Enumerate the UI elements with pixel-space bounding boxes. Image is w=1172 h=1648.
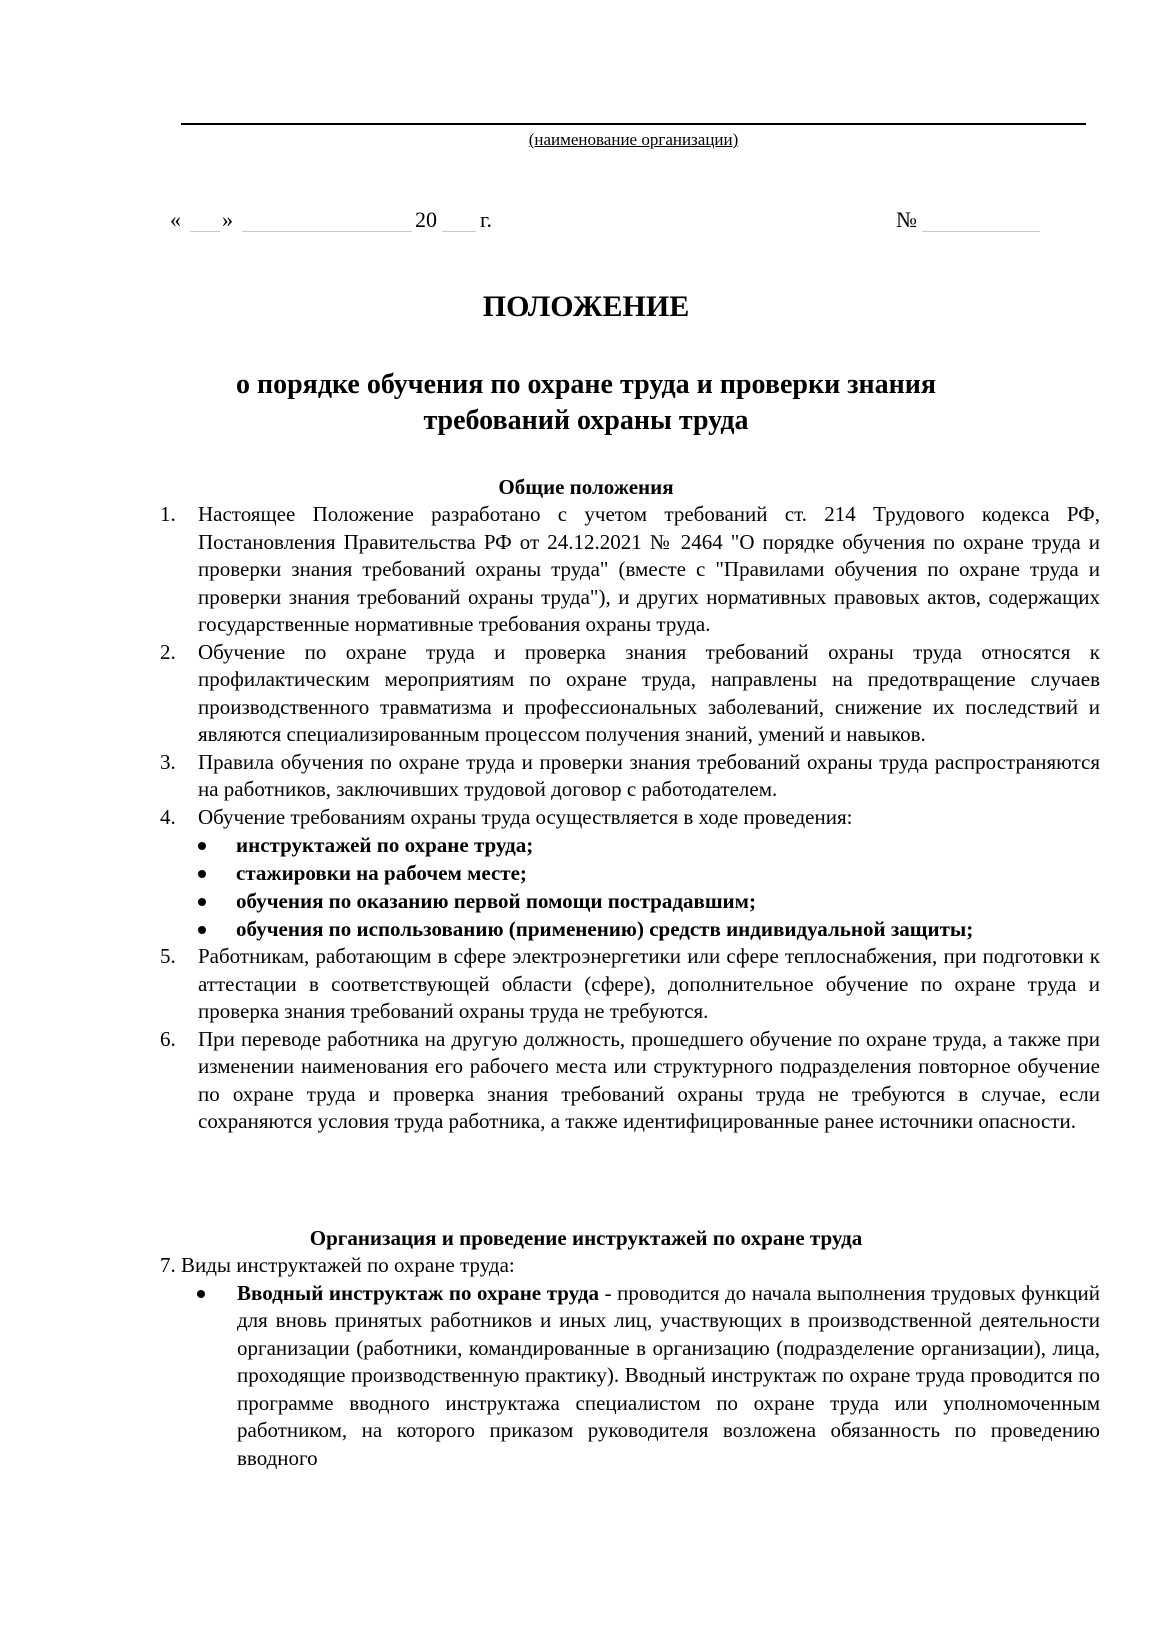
month-blank (242, 231, 412, 232)
year-prefix: 20 (415, 207, 437, 232)
number-sign: № (896, 207, 917, 232)
subtitle-line-1: о порядке обучения по охране труда и проверки знания (235, 369, 937, 400)
bullet-item (160, 1280, 1100, 1473)
bullet-icon (198, 842, 206, 850)
organization-name-line (181, 123, 1086, 125)
day-blank (190, 231, 220, 232)
item-text: Настоящее Положение разработано с учетом требований ст. 214 Трудового кодекса РФ, Постановления Правительства РФ от 24.12.2021 № 2464 "О порядке обучения по охране труда и проверки знания требований охраны труда" (вместе с "Правилами обучения по охране труда и проверки знания требований охраны труда"), и других нормативных правовых актов, содержащих государственные нормативные требования охраны труда. (198, 502, 1100, 636)
organization-caption: (наименование организации) (528, 130, 739, 149)
item-text: Работникам, работающим в сфере электроэнергетики или сфере теплоснабжения, при подготовки к аттестации в соответствующей области (сфере), дополнительное обучение по охране труда и проверка знания требований охраны труда не требуются. (198, 944, 1100, 1023)
date-number-row (170, 207, 1090, 237)
item-number: 2. (160, 639, 176, 664)
date-close-quote: » (222, 207, 233, 232)
bullet-text: - проводится до начала выполнения трудовых функций для вновь принятых работников и иных лиц, участвующих в производственной деятельности организации (работники, командированные в организацию (подразделение организации), лица, проходящие производственную практику). Вводный инструктаж по охране труда проводится по программе вводного инструктажа специалистом по охране труда или уполномоченным работником, на которого приказом руководителя возложена обязанность по проведению вводного (237, 1280, 1100, 1470)
list-item (160, 1026, 1100, 1136)
bullet-icon (198, 926, 206, 934)
item-text: Обучение требованиям охраны труда осуществляется в ходе проведения: (198, 804, 853, 829)
item-number: 4. (160, 804, 176, 829)
date-open-quote: « (170, 207, 181, 232)
bullet-text: инструктажей по охране труда; (236, 833, 534, 857)
item-text: Обучение по охране труда и проверка знания требований охраны труда относятся к профилактическим мероприятиям по охране труда, направлены на предотвращение случаев производственного травматизма и профессиональных заболеваний, снижение их последствий и являются специализированным процессом получения знаний, умений и навыков. (198, 639, 1100, 746)
bullet-text: обучения по оказанию первой помощи пострадавшим; (236, 889, 756, 913)
document-subtitle (0, 367, 1172, 439)
bullet-text: стажировки на рабочем месте; (236, 861, 527, 885)
bullet-bold-term: Вводный инструктаж по охране труда (237, 1280, 599, 1305)
bullet-item (196, 859, 1100, 887)
list-item (160, 501, 1100, 639)
year-blank (442, 231, 476, 232)
number-blank (922, 231, 1040, 232)
item-text: Правила обучения по охране труда и проверки знания требований охраны труда распространяются на работников, заключивших трудовой договор с работодателем. (198, 749, 1100, 801)
item-text: При переводе работника на другую должность, прошедшего обучение по охране труда, а также при изменении наименования его рабочего места или структурного подразделения повторное обучение по охране труда и проверка знания требований охраны труда не требуются в случае, если сохраняются условия труда работника, а также идентифицированные ранее источники опасности. (198, 1026, 1100, 1133)
year-suffix: г. (480, 207, 493, 232)
bullet-item (196, 831, 1100, 859)
bullet-icon (198, 870, 206, 878)
general-provisions-list (160, 501, 1100, 1136)
bullet-icon (197, 1290, 205, 1298)
section-heading-instructions: Организация и проведение инструктажей по охране труда (309, 1226, 863, 1250)
list-item-7: 7. Виды инструктажей по охране труда: (160, 1253, 515, 1277)
bullet-text: обучения по использованию (применению) средств индивидуальной защиты; (236, 917, 974, 941)
section-heading-general: Общие положения (498, 475, 674, 499)
training-forms-bullets (196, 831, 1100, 943)
bullet-item (196, 915, 1100, 943)
bullet-icon (198, 898, 206, 906)
bullet-item (196, 887, 1100, 915)
list-item (160, 639, 1100, 749)
item-number: 5. (160, 944, 176, 968)
item-number: 3. (160, 749, 176, 774)
list-item (160, 943, 1100, 1026)
item-number: 6. (160, 1026, 176, 1051)
list-item (160, 749, 1100, 804)
item-number: 1. (160, 502, 176, 526)
instructions-list (160, 1252, 1100, 1472)
list-item (160, 804, 1100, 832)
subtitle-line-2: требований охраны труда (423, 405, 749, 436)
document-title: ПОЛОЖЕНИЕ (482, 290, 690, 323)
